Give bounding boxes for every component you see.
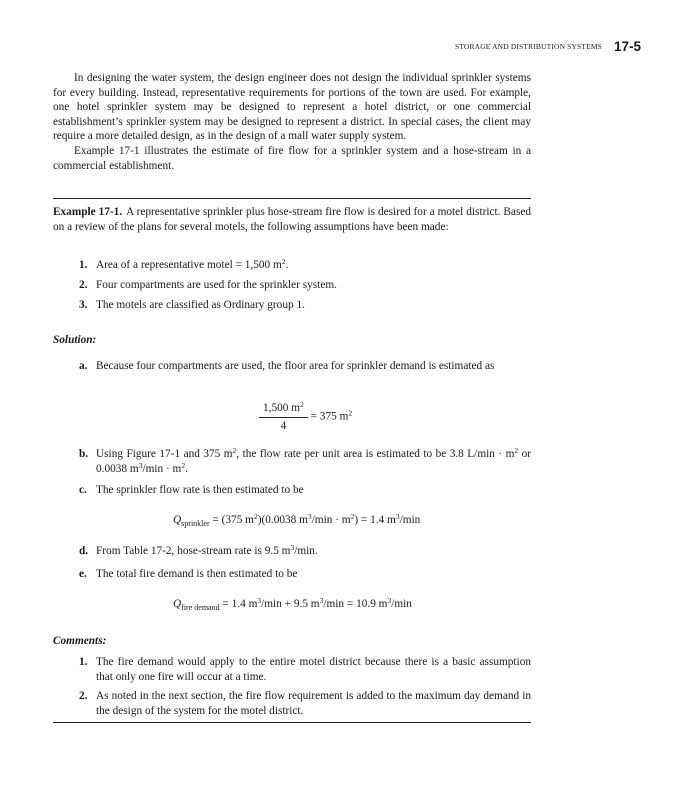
- equation-sprinkler-flow: $Q_{sprinkler} = (375$ $m^2)(0.0038$ $m^3/\min \cdot m^2) = 1.4$ $m^3/\min$: [173, 512, 421, 528]
- solution-step-b: b. Using Figure 17-1 and 375 $m^2$, the flow rate per unit area is estimated to be 3.8 $L/\min \cdot m^2$ or 0.0038 $m^3/\min \cdot m^2$.: [79, 446, 531, 475]
- running-title: STORAGE AND DISTRIBUTION SYSTEMS: [455, 42, 602, 51]
- page-header: [0, 40, 641, 56]
- solution-step-c: c. The sprinkler flow rate is then estimated to be: [79, 484, 304, 496]
- intro-paragraph-1: In designing the water system, the design engineer does not design the individual sprinkler systems for every building. Instead, representative requirements for portions of the town are used. For example, one hotel sprinkler system may be designed to represent a hotel district, or one commercial establishment’s sprinkler system may be designed to represent a district. In special cases, the client may require a more detailed design, as in the design of a mall water supply system.: [53, 72, 531, 143]
- comment-1: 1. The fire demand would apply to the entire motel district because there is a basic assumption that only one fire will occur at a time.: [79, 656, 531, 683]
- comment-2: 2. As noted in the next section, the fire flow requirement is added to the maximum day demand in the design of the system for the motel district.: [79, 690, 531, 717]
- example-label: Example 17-1.: [53, 206, 123, 218]
- solution-step-d: d. From Table 17-2, hose-stream rate is 9.5 $m^3/\min$.: [79, 543, 318, 557]
- example-statement: [53, 205, 531, 234]
- equation-area: $\frac{1,500 m^2}{4}$ = 375 $m^2$: [259, 401, 352, 433]
- equation-fire-demand: $Q_{fire demand} = 1.4$ $m^3/\min + 9.5$ $m^3/\min = 10.9$ $m^3/\min$: [173, 596, 412, 612]
- solution-heading: Solution:: [53, 334, 97, 346]
- example-top-rule: [53, 198, 531, 199]
- intro-section: [53, 71, 531, 173]
- page-number: 17-5: [613, 39, 641, 54]
- intro-paragraph-2: Example 17-1 illustrates the estimate of fire flow for a sprinkler system and a hose-stream in a commercial establishment.: [53, 144, 531, 172]
- assumption-1: 1. Area of a representative motel = 1,500 $m^2$.: [79, 257, 289, 271]
- comments-heading: Comments:: [53, 635, 107, 647]
- assumption-3: 3. The motels are classified as Ordinary group 1.: [79, 299, 305, 311]
- example-bottom-rule: [53, 722, 531, 723]
- solution-step-a: a. Because four compartments are used, the floor area for sprinkler demand is estimated as: [79, 360, 495, 372]
- assumption-2: 2. Four compartments are used for the sprinkler system.: [79, 279, 337, 291]
- example-text: A representative sprinkler plus hose-stream fire flow is desired for a motel district. Based on a review of the plans for several motels, the following assumptions have been made:: [53, 206, 531, 233]
- solution-step-e: e. The total fire demand is then estimated to be: [79, 568, 298, 580]
